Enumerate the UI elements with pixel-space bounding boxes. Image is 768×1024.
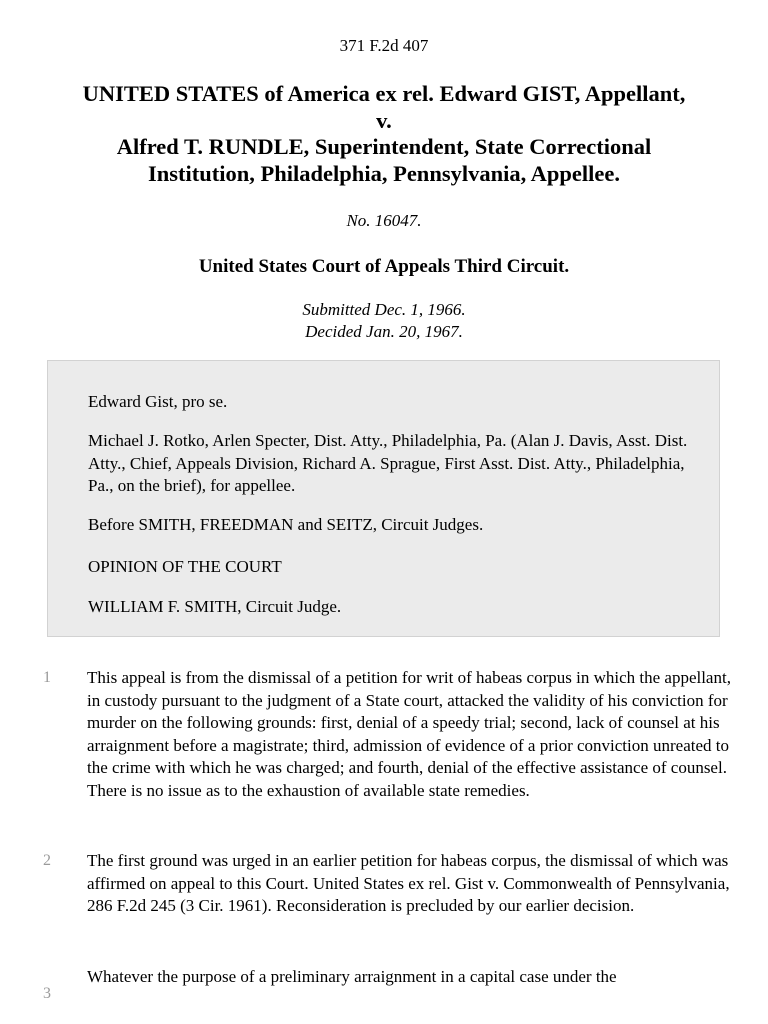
docket-number: No. 16047. xyxy=(346,211,422,230)
paragraph-text: This appeal is from the dismissal of a petition for writ of habeas corpus in which the appellant, in custody pursuant to the judgment of a State court, attacked the validity of his conviction for murder on the following grounds: first, denial of a speedy trial; second, lack of counsel at his arraignment before a magistrate; third, admission of evidence of a prior conviction unreated to the crime with which he was charged; and fourth, denial of the effective assistance of counsel. There is no issue as to the exhaustion of available state remedies. xyxy=(87,668,731,800)
case-dates xyxy=(0,299,768,343)
opinion-heading: OPINION OF THE COURT xyxy=(88,557,282,576)
court-name: United States Court of Appeals Third Circuit. xyxy=(198,256,570,277)
case-title-line-2: v. xyxy=(376,107,392,133)
paragraph-number: 2 xyxy=(43,852,51,869)
case-title-line-1: UNITED STATES of America ex rel. Edward GIST, Appellant, xyxy=(82,81,686,106)
appellee-counsel: Michael J. Rotko, Arlen Specter, Dist. Atty., Philadelphia, Pa. (Alan J. Davis, Asst. Dist. Atty., Chief, Appeals Division, Richard A. Sprague, First Asst. Dist. Atty., Philadelphia, Pa., on the brief), for appellee. xyxy=(88,431,688,495)
case-citation: 371 F.2d 407 xyxy=(339,36,429,55)
opinion-author: WILLIAM F. SMITH, Circuit Judge. xyxy=(88,597,342,616)
paragraph-number: 1 xyxy=(43,669,51,686)
case-title-line-3: Alfred T. RUNDLE, Superintendent, State Correctional xyxy=(116,134,652,159)
decided-date: Decided Jan. 20, 1967. xyxy=(305,322,463,341)
paragraph-number: 3 xyxy=(43,985,51,1002)
submitted-date: Submitted Dec. 1, 1966. xyxy=(302,300,466,319)
case-title xyxy=(30,81,738,187)
appellant-counsel: Edward Gist, pro se. xyxy=(88,392,228,411)
paragraph-text: Whatever the purpose of a preliminary arraignment in a capital case under the xyxy=(87,967,617,986)
bench-line: Before SMITH, FREEDMAN and SEITZ, Circuit Judges. xyxy=(88,515,484,534)
case-title-line-4: Institution, Philadelphia, Pennsylvania, Appellee. xyxy=(148,160,620,186)
case-header-box xyxy=(47,360,720,637)
paragraph-text: The first ground was urged in an earlier petition for habeas corpus, the dismissal of which was affirmed on appeal to this Court. United States ex rel. Gist v. Commonwealth of Pennsylvania, 286 F.2d 245 (3 Cir. 1961). Reconsideration is precluded by our earlier decision. xyxy=(87,851,730,915)
